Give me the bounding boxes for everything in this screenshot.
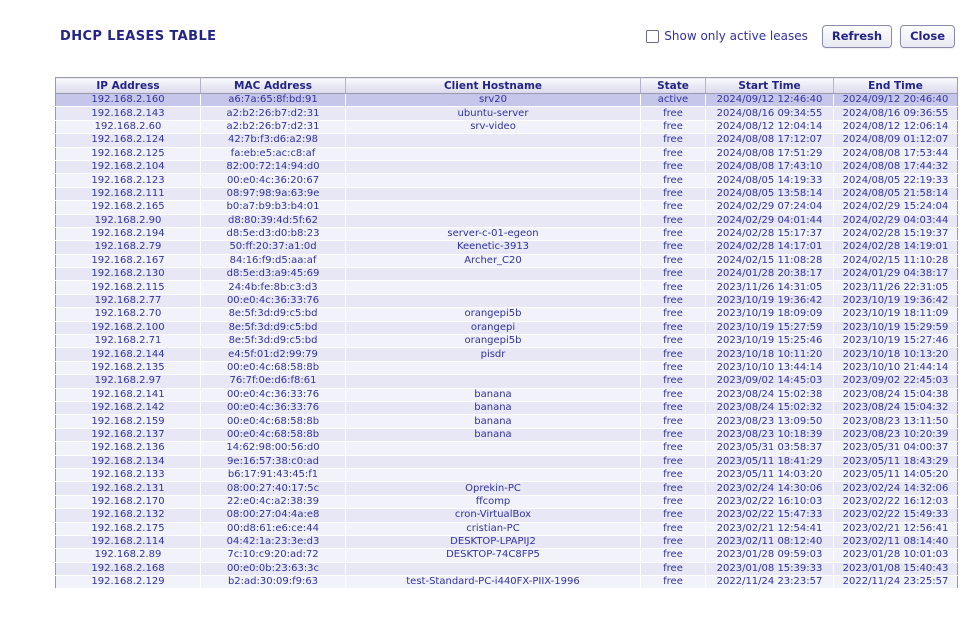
cell-ip: 192.168.2.60: [56, 120, 201, 133]
cell-hostname: [346, 187, 641, 200]
cell-mac: 08:00:27:04:4a:e8: [201, 509, 346, 522]
cell-ip: 192.168.2.125: [56, 147, 201, 160]
cell-hostname: [346, 375, 641, 388]
cell-start: 2023/09/02 14:45:03: [706, 375, 834, 388]
cell-mac: 7c:10:c9:20:ad:72: [201, 549, 346, 562]
cell-end: 2024/08/08 17:44:32: [834, 160, 958, 173]
cell-state: free: [641, 442, 706, 455]
cell-start: 2024/08/16 09:34:55: [706, 107, 834, 120]
cell-hostname: Archer_C20: [346, 254, 641, 267]
show-active-checkbox-wrap: [646, 29, 808, 43]
cell-ip: 192.168.2.168: [56, 562, 201, 575]
cell-hostname: srv20: [346, 94, 641, 107]
cell-mac: 22:e0:4c:a2:38:39: [201, 495, 346, 508]
cell-end: 2023/08/24 15:04:38: [834, 388, 958, 401]
cell-hostname: [346, 174, 641, 187]
cell-state: free: [641, 321, 706, 334]
table-row: [56, 348, 958, 361]
cell-ip: 192.168.2.137: [56, 428, 201, 441]
cell-hostname: DESKTOP-LPAPIJ2: [346, 535, 641, 548]
controls: [646, 25, 955, 48]
cell-mac: 00:e0:0b:23:63:3c: [201, 562, 346, 575]
cell-start: 2023/08/23 13:09:50: [706, 415, 834, 428]
cell-end: 2023/02/22 15:49:33: [834, 509, 958, 522]
cell-state: free: [641, 361, 706, 374]
cell-state: free: [641, 241, 706, 254]
page-title: DHCP LEASES TABLE: [60, 28, 217, 44]
cell-start: 2023/02/11 08:12:40: [706, 535, 834, 548]
cell-start: 2023/05/31 03:58:37: [706, 442, 834, 455]
cell-hostname: [346, 281, 641, 294]
cell-start: 2024/09/12 12:46:40: [706, 94, 834, 107]
cell-start: 2023/02/21 12:54:41: [706, 522, 834, 535]
cell-hostname: banana: [346, 388, 641, 401]
cell-start: 2023/05/11 18:41:29: [706, 455, 834, 468]
cell-start: 2023/10/19 19:36:42: [706, 294, 834, 307]
cell-end: 2024/01/29 04:38:17: [834, 268, 958, 281]
cell-hostname: ffcomp: [346, 495, 641, 508]
cell-end: 2024/08/05 22:19:33: [834, 174, 958, 187]
cell-mac: 14:62:98:00:56:d0: [201, 442, 346, 455]
cell-mac: 24:4b:fe:8b:c3:d3: [201, 281, 346, 294]
table-row: [56, 134, 958, 147]
cell-state: free: [641, 254, 706, 267]
cell-ip: 192.168.2.143: [56, 107, 201, 120]
show-active-checkbox[interactable]: [646, 30, 659, 43]
cell-end: 2024/02/29 04:03:44: [834, 214, 958, 227]
cell-hostname: [346, 214, 641, 227]
table-row: [56, 415, 958, 428]
cell-mac: fa:eb:e5:ac:c8:af: [201, 147, 346, 160]
cell-hostname: DESKTOP-74C8FP5: [346, 549, 641, 562]
cell-ip: 192.168.2.77: [56, 294, 201, 307]
cell-hostname: Oprekin-PC: [346, 482, 641, 495]
cell-end: 2023/02/11 08:14:40: [834, 535, 958, 548]
cell-state: free: [641, 455, 706, 468]
cell-start: 2024/02/28 15:17:37: [706, 227, 834, 240]
table-row: [56, 254, 958, 267]
cell-hostname: pisdr: [346, 348, 641, 361]
cell-ip: 192.168.2.131: [56, 482, 201, 495]
cell-start: 2023/08/24 15:02:32: [706, 401, 834, 414]
cell-ip: 192.168.2.135: [56, 361, 201, 374]
cell-end: 2023/05/11 14:05:20: [834, 468, 958, 481]
table-row: [56, 321, 958, 334]
cell-state: free: [641, 576, 706, 589]
cell-ip: 192.168.2.160: [56, 94, 201, 107]
table-row: [56, 147, 958, 160]
cell-hostname: orangepi5b: [346, 308, 641, 321]
cell-state: free: [641, 495, 706, 508]
cell-start: 2023/10/19 18:09:09: [706, 308, 834, 321]
cell-start: 2024/08/12 12:04:14: [706, 120, 834, 133]
cell-ip: 192.168.2.130: [56, 268, 201, 281]
show-active-label[interactable]: Show only active leases: [664, 29, 808, 43]
cell-end: 2024/02/29 15:24:04: [834, 201, 958, 214]
cell-start: 2023/10/18 10:11:20: [706, 348, 834, 361]
cell-start: 2024/08/08 17:12:07: [706, 134, 834, 147]
cell-state: active: [641, 94, 706, 107]
cell-ip: 192.168.2.159: [56, 415, 201, 428]
cell-mac: 00:e0:4c:36:33:76: [201, 388, 346, 401]
cell-ip: 192.168.2.90: [56, 214, 201, 227]
cell-state: free: [641, 522, 706, 535]
table-row: [56, 375, 958, 388]
cell-mac: d8:5e:d3:a9:45:69: [201, 268, 346, 281]
cell-mac: a6:7a:65:8f:bd:91: [201, 94, 346, 107]
table-row: [56, 455, 958, 468]
cell-ip: 192.168.2.133: [56, 468, 201, 481]
table-row: [56, 576, 958, 589]
cell-start: 2023/02/22 15:47:33: [706, 509, 834, 522]
cell-ip: 192.168.2.104: [56, 160, 201, 173]
cell-start: 2023/01/08 15:39:33: [706, 562, 834, 575]
cell-ip: 192.168.2.89: [56, 549, 201, 562]
cell-start: 2024/02/29 07:24:04: [706, 201, 834, 214]
cell-hostname: banana: [346, 401, 641, 414]
table-row: [56, 160, 958, 173]
cell-ip: 192.168.2.97: [56, 375, 201, 388]
cell-mac: 8e:5f:3d:d9:c5:bd: [201, 321, 346, 334]
cell-hostname: [346, 468, 641, 481]
dhcp-leases-table: [55, 77, 958, 589]
cell-mac: b6:17:91:43:45:f1: [201, 468, 346, 481]
cell-end: 2024/08/16 09:36:55: [834, 107, 958, 120]
cell-state: free: [641, 388, 706, 401]
cell-state: free: [641, 201, 706, 214]
table-header-row: [56, 78, 958, 94]
cell-state: free: [641, 335, 706, 348]
table-row: [56, 335, 958, 348]
table-row: [56, 174, 958, 187]
cell-hostname: ubuntu-server: [346, 107, 641, 120]
table-row: [56, 214, 958, 227]
cell-hostname: [346, 562, 641, 575]
cell-state: free: [641, 134, 706, 147]
cell-hostname: [346, 294, 641, 307]
cell-end: 2024/02/28 15:19:37: [834, 227, 958, 240]
cell-hostname: orangepi5b: [346, 335, 641, 348]
cell-end: 2023/10/10 21:44:14: [834, 361, 958, 374]
cell-ip: 192.168.2.134: [56, 455, 201, 468]
cell-start: 2023/10/10 13:44:14: [706, 361, 834, 374]
topbar: [60, 24, 955, 48]
cell-state: free: [641, 308, 706, 321]
cell-end: 2023/10/19 15:27:46: [834, 335, 958, 348]
cell-mac: 42:7b:f3:d6:a2:98: [201, 134, 346, 147]
cell-state: free: [641, 174, 706, 187]
cell-ip: 192.168.2.175: [56, 522, 201, 535]
table-row: [56, 361, 958, 374]
cell-hostname: [346, 361, 641, 374]
cell-mac: 00:e0:4c:36:20:67: [201, 174, 346, 187]
cell-ip: 192.168.2.132: [56, 509, 201, 522]
cell-ip: 192.168.2.115: [56, 281, 201, 294]
cell-hostname: [346, 134, 641, 147]
cell-mac: 08:00:27:40:17:5c: [201, 482, 346, 495]
cell-state: free: [641, 160, 706, 173]
cell-mac: d8:80:39:4d:5f:62: [201, 214, 346, 227]
table-row: [56, 120, 958, 133]
table-row: [56, 401, 958, 414]
cell-start: 2023/11/26 14:31:05: [706, 281, 834, 294]
cell-end: 2024/08/09 01:12:07: [834, 134, 958, 147]
cell-ip: 192.168.2.123: [56, 174, 201, 187]
cell-start: 2024/08/05 14:19:33: [706, 174, 834, 187]
cell-start: 2023/02/24 14:30:06: [706, 482, 834, 495]
cell-state: free: [641, 348, 706, 361]
cell-hostname: server-c-01-egeon: [346, 227, 641, 240]
cell-state: free: [641, 281, 706, 294]
cell-mac: 08:97:98:9a:63:9e: [201, 187, 346, 200]
table-header: [56, 78, 958, 94]
cell-mac: 00:e0:4c:68:58:8b: [201, 415, 346, 428]
table-row: [56, 187, 958, 200]
cell-state: free: [641, 482, 706, 495]
cell-end: 2023/02/21 12:56:41: [834, 522, 958, 535]
cell-hostname: banana: [346, 428, 641, 441]
cell-mac: 9e:16:57:38:c0:ad: [201, 455, 346, 468]
cell-ip: 192.168.2.100: [56, 321, 201, 334]
table-row: [56, 227, 958, 240]
cell-start: 2023/10/19 15:25:46: [706, 335, 834, 348]
cell-state: free: [641, 120, 706, 133]
cell-end: 2023/08/24 15:04:32: [834, 401, 958, 414]
column-header-mac: MAC Address: [201, 78, 346, 94]
cell-ip: 192.168.2.167: [56, 254, 201, 267]
cell-ip: 192.168.2.194: [56, 227, 201, 240]
cell-end: 2022/11/24 23:25:57: [834, 576, 958, 589]
cell-end: 2024/02/28 14:19:01: [834, 241, 958, 254]
cell-end: 2023/11/26 22:31:05: [834, 281, 958, 294]
cell-state: free: [641, 187, 706, 200]
cell-state: free: [641, 294, 706, 307]
cell-start: 2024/08/08 17:51:29: [706, 147, 834, 160]
cell-state: free: [641, 107, 706, 120]
table-row: [56, 268, 958, 281]
cell-ip: 192.168.2.129: [56, 576, 201, 589]
cell-state: free: [641, 227, 706, 240]
close-button[interactable]: Close: [900, 25, 955, 48]
cell-start: 2024/02/28 14:17:01: [706, 241, 834, 254]
cell-hostname: [346, 160, 641, 173]
cell-hostname: orangepi: [346, 321, 641, 334]
cell-start: 2023/02/22 16:10:03: [706, 495, 834, 508]
cell-end: 2023/05/31 04:00:37: [834, 442, 958, 455]
cell-mac: e4:5f:01:d2:99:79: [201, 348, 346, 361]
cell-end: 2023/10/19 15:29:59: [834, 321, 958, 334]
cell-start: 2023/10/19 15:27:59: [706, 321, 834, 334]
cell-ip: 192.168.2.124: [56, 134, 201, 147]
cell-mac: 50:ff:20:37:a1:0d: [201, 241, 346, 254]
cell-mac: d8:5e:d3:d0:b8:23: [201, 227, 346, 240]
cell-mac: 8e:5f:3d:d9:c5:bd: [201, 308, 346, 321]
cell-end: 2024/08/12 12:06:14: [834, 120, 958, 133]
cell-ip: 192.168.2.111: [56, 187, 201, 200]
cell-state: free: [641, 415, 706, 428]
cell-end: 2023/01/08 15:40:43: [834, 562, 958, 575]
cell-mac: a2:b2:26:b7:d2:31: [201, 107, 346, 120]
cell-mac: 84:16:f9:d5:aa:af: [201, 254, 346, 267]
cell-mac: 00:d8:61:e6:ce:44: [201, 522, 346, 535]
table-row: [56, 388, 958, 401]
table-row: [56, 428, 958, 441]
cell-state: free: [641, 535, 706, 548]
cell-hostname: [346, 268, 641, 281]
cell-start: 2023/01/28 09:59:03: [706, 549, 834, 562]
cell-state: free: [641, 562, 706, 575]
cell-mac: 82:00:72:14:94:d0: [201, 160, 346, 173]
table-row: [56, 522, 958, 535]
cell-end: 2023/08/23 13:11:50: [834, 415, 958, 428]
cell-end: 2024/08/05 21:58:14: [834, 187, 958, 200]
cell-ip: 192.168.2.165: [56, 201, 201, 214]
table-body: [56, 94, 958, 589]
table-row: [56, 107, 958, 120]
cell-ip: 192.168.2.71: [56, 335, 201, 348]
cell-ip: 192.168.2.70: [56, 308, 201, 321]
cell-ip: 192.168.2.114: [56, 535, 201, 548]
cell-end: 2023/08/23 10:20:39: [834, 428, 958, 441]
cell-mac: b0:a7:b9:b3:b4:01: [201, 201, 346, 214]
column-header-end: End Time: [834, 78, 958, 94]
table-row: [56, 509, 958, 522]
cell-state: free: [641, 549, 706, 562]
column-header-start: Start Time: [706, 78, 834, 94]
cell-hostname: srv-video: [346, 120, 641, 133]
table-row: [56, 495, 958, 508]
cell-end: 2024/08/08 17:53:44: [834, 147, 958, 160]
cell-mac: a2:b2:26:b7:d2:31: [201, 120, 346, 133]
column-header-state: State: [641, 78, 706, 94]
table-row: [56, 562, 958, 575]
cell-state: free: [641, 468, 706, 481]
cell-end: 2023/02/24 14:32:06: [834, 482, 958, 495]
cell-ip: 192.168.2.170: [56, 495, 201, 508]
table-row: [56, 468, 958, 481]
cell-ip: 192.168.2.142: [56, 401, 201, 414]
cell-start: 2024/08/05 13:58:14: [706, 187, 834, 200]
cell-mac: 00:e0:4c:36:33:76: [201, 294, 346, 307]
cell-mac: 8e:5f:3d:d9:c5:bd: [201, 335, 346, 348]
cell-start: 2022/11/24 23:23:57: [706, 576, 834, 589]
cell-start: 2024/02/29 04:01:44: [706, 214, 834, 227]
table-row: [56, 308, 958, 321]
cell-state: free: [641, 214, 706, 227]
cell-state: free: [641, 375, 706, 388]
cell-start: 2023/05/11 14:03:20: [706, 468, 834, 481]
cell-state: free: [641, 401, 706, 414]
cell-ip: 192.168.2.141: [56, 388, 201, 401]
cell-hostname: [346, 442, 641, 455]
table-row: [56, 482, 958, 495]
column-header-ip: IP Address: [56, 78, 201, 94]
cell-start: 2024/02/15 11:08:28: [706, 254, 834, 267]
cell-mac: 00:e0:4c:68:58:8b: [201, 428, 346, 441]
cell-end: 2023/10/19 18:11:09: [834, 308, 958, 321]
cell-hostname: [346, 201, 641, 214]
cell-hostname: cron-VirtualBox: [346, 509, 641, 522]
cell-end: 2024/02/15 11:10:28: [834, 254, 958, 267]
table-row: [56, 535, 958, 548]
cell-ip: 192.168.2.144: [56, 348, 201, 361]
cell-hostname: [346, 147, 641, 160]
cell-end: 2023/01/28 10:01:03: [834, 549, 958, 562]
cell-start: 2023/08/23 10:18:39: [706, 428, 834, 441]
cell-hostname: Keenetic-3913: [346, 241, 641, 254]
cell-mac: 76:7f:0e:d6:f8:61: [201, 375, 346, 388]
cell-state: free: [641, 428, 706, 441]
table-row: [56, 241, 958, 254]
column-header-hostname: Client Hostname: [346, 78, 641, 94]
cell-start: 2024/01/28 20:38:17: [706, 268, 834, 281]
cell-mac: b2:ad:30:09:f9:63: [201, 576, 346, 589]
refresh-button[interactable]: Refresh: [822, 25, 892, 48]
cell-end: 2023/10/19 19:36:42: [834, 294, 958, 307]
cell-hostname: banana: [346, 415, 641, 428]
cell-start: 2024/08/08 17:43:10: [706, 160, 834, 173]
cell-end: 2024/09/12 20:46:40: [834, 94, 958, 107]
cell-hostname: [346, 455, 641, 468]
cell-mac: 00:e0:4c:36:33:76: [201, 401, 346, 414]
cell-hostname: cristian-PC: [346, 522, 641, 535]
cell-end: 2023/05/11 18:43:29: [834, 455, 958, 468]
table-row: [56, 201, 958, 214]
cell-end: 2023/02/22 16:12:03: [834, 495, 958, 508]
cell-end: 2023/09/02 22:45:03: [834, 375, 958, 388]
table-row: [56, 94, 958, 107]
cell-ip: 192.168.2.79: [56, 241, 201, 254]
cell-hostname: test-Standard-PC-i440FX-PIIX-1996: [346, 576, 641, 589]
cell-state: free: [641, 268, 706, 281]
cell-mac: 04:42:1a:23:3e:d3: [201, 535, 346, 548]
table-row: [56, 549, 958, 562]
cell-mac: 00:e0:4c:68:58:8b: [201, 361, 346, 374]
cell-ip: 192.168.2.136: [56, 442, 201, 455]
table-row: [56, 294, 958, 307]
cell-state: free: [641, 147, 706, 160]
cell-end: 2023/10/18 10:13:20: [834, 348, 958, 361]
cell-state: free: [641, 509, 706, 522]
table-row: [56, 281, 958, 294]
table-row: [56, 442, 958, 455]
cell-start: 2023/08/24 15:02:38: [706, 388, 834, 401]
